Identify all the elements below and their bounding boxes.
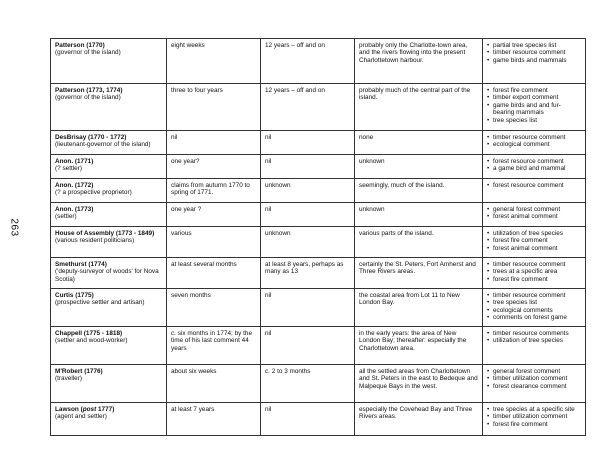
observer-name-part: Lawson (: [55, 406, 83, 413]
comments-cell: [483, 327, 586, 365]
visit-period-cell: at least several months: [167, 258, 261, 289]
visit-period-cell: seven months: [167, 289, 261, 327]
list-item: • forest resource comment: [487, 182, 581, 189]
list-item: • ecological comments: [487, 307, 581, 314]
observer-name: Patterson (1773, 1774): [55, 87, 123, 94]
observer-role: (lieutenant-governor of the island): [55, 141, 151, 149]
comments-cell: [483, 155, 586, 179]
list-item: • general forest comment: [487, 206, 581, 213]
visit-period-cell: at least 7 years: [167, 403, 261, 436]
list-item: • forest resource comment: [487, 158, 581, 165]
list-item: • general forest comment: [487, 368, 581, 375]
area-cell: unknown: [355, 155, 483, 179]
area-cell: various parts of the island.: [355, 227, 483, 258]
observer-cell: [51, 179, 167, 203]
list-item: • timber utilization comment: [487, 413, 581, 420]
table-row: [51, 39, 586, 84]
residence-duration-cell: 12 years – off and on: [261, 39, 355, 84]
area-cell: certainly the St. Peters, Fort Amherst and Three Rivers areas.: [355, 258, 483, 289]
circa-abbrev: c.: [265, 368, 270, 375]
list-item: • tree species list: [487, 117, 581, 124]
observer-cell: [51, 131, 167, 155]
list-item: • ecological comment: [487, 141, 581, 148]
list-item: • forest clearance comment: [487, 383, 581, 390]
observer-cell: [51, 289, 167, 327]
list-item: • timber resource comments: [487, 330, 581, 337]
table-row: [51, 179, 586, 203]
list-item: • utilization of tree species: [487, 337, 581, 344]
list-item: • game birds and and fur-bearing mammals: [487, 102, 581, 117]
table-row: [51, 84, 586, 131]
observer-cell: [51, 403, 167, 436]
observer-name: [55, 406, 114, 413]
comments-cell: [483, 365, 586, 403]
visit-period-cell: one year?: [167, 155, 261, 179]
observer-cell: [51, 365, 167, 403]
observer-name: Curtis (1775): [55, 292, 94, 299]
list-item: • forest fire comment: [487, 87, 581, 94]
visit-period-cell: [167, 327, 261, 365]
table-row: [51, 131, 586, 155]
list-item: • game birds and mammals: [487, 57, 581, 64]
area-cell: all the settled areas from Charlottetown and St. Peters in the east to Bedeque and Malpeque Bays in the west.: [355, 365, 483, 403]
residence-duration-cell: nil: [261, 289, 355, 327]
area-cell: the coastal area from Lot 11 to New London Bay.: [355, 289, 483, 327]
observer-role: (settler): [55, 213, 77, 221]
observer-role: ('deputy-surveyor of woods' for Nova Scotia): [55, 268, 159, 283]
observer-role: (various resident politicians): [55, 237, 135, 245]
area-cell: unknown: [355, 203, 483, 227]
table-row: [51, 403, 586, 436]
list-item: • tree species list: [487, 299, 581, 306]
residence-duration-cell: nil: [261, 155, 355, 179]
comments-cell: [483, 258, 586, 289]
table-row: [51, 203, 586, 227]
table-row: [51, 289, 586, 327]
observer-role: (? settler): [55, 165, 82, 173]
observer-name: DesBrisay (1770 - 1772): [55, 134, 127, 141]
observer-role: (traveller): [55, 375, 82, 383]
observer-name: House of Assembly (1773 - 1849): [55, 230, 155, 237]
circa-abbrev: c.: [171, 330, 176, 337]
list-item: • tree species at a specific site: [487, 406, 581, 413]
list-item: • forest fire comment: [487, 421, 581, 428]
table-row: [51, 327, 586, 365]
visit-period-cell: one year ?: [167, 203, 261, 227]
residence-duration-cell: unknown: [261, 227, 355, 258]
comments-cell: [483, 403, 586, 436]
list-item: • timber utilization comment: [487, 375, 581, 382]
table-row: [51, 227, 586, 258]
observer-cell: [51, 327, 167, 365]
table-row: [51, 258, 586, 289]
comments-cell: [483, 84, 586, 131]
list-item: • forest fire comment: [487, 237, 581, 244]
observer-name: Chappell (1775 - 1818): [55, 330, 123, 337]
residence-duration-cell: at least 8 years, perhaps as many as 13: [261, 258, 355, 289]
observer-role: (governor of the island): [55, 49, 121, 57]
residence-duration-cell: nil: [261, 403, 355, 436]
observer-role: (? a prospective proprietor): [55, 189, 132, 197]
list-item: • comments on forest game: [487, 314, 581, 321]
residence-duration-text: 2 to 3 months: [271, 368, 311, 375]
list-item: • timber resource comment: [487, 49, 581, 56]
observer-cell: [51, 155, 167, 179]
observer-name: Smethurst (1774): [55, 261, 107, 268]
list-item: • utilization of tree species: [487, 230, 581, 237]
residence-duration-cell: nil: [261, 203, 355, 227]
list-item: • forest animal comment: [487, 213, 581, 220]
observer-name-italic: post: [82, 406, 97, 413]
list-item: • timber resource comment: [487, 261, 581, 268]
observer-cell: [51, 84, 167, 131]
residence-duration-cell: [261, 365, 355, 403]
visit-period-cell: eight weeks: [167, 39, 261, 84]
observer-cell: [51, 258, 167, 289]
area-cell: in the early years: the area of New London Bay; thereafter: especially the Charlottetown area.: [355, 327, 483, 365]
observer-role: (settler and wood-worker): [55, 337, 128, 345]
residence-duration-cell: nil: [261, 327, 355, 365]
list-item: • timber resource comment: [487, 134, 581, 141]
list-item: • partial tree species list: [487, 42, 581, 49]
visit-period-text: six months in 1774; by the time of his last comment 44 years: [171, 330, 253, 352]
area-cell: probably only the Charlotte-town area, and the rivers flowing into the present Charlottetown harbour.: [355, 39, 483, 84]
comments-cell: [483, 131, 586, 155]
visit-period-cell: three to four years: [167, 84, 261, 131]
visit-period-cell: various: [167, 227, 261, 258]
observer-name: Anon. (1773): [55, 206, 94, 213]
visit-period-cell: about six weeks: [167, 365, 261, 403]
records-table: [50, 38, 586, 436]
area-cell: probably much of the central part of the island.: [355, 84, 483, 131]
table-row: [51, 155, 586, 179]
list-item: • a game bird and mammal: [487, 165, 581, 172]
observer-name: Patterson (1770): [55, 42, 105, 49]
area-cell: seemingly, much of the island.: [355, 179, 483, 203]
observer-name-part: 1777): [96, 406, 115, 413]
list-item: • trees at a specific area: [487, 268, 581, 275]
comments-cell: [483, 227, 586, 258]
visit-period-cell: claims from autumn 1770 to spring of 1771.: [167, 179, 261, 203]
observer-role: (governor of the island): [55, 94, 121, 102]
observer-name: Anon. (1772): [55, 182, 94, 189]
comments-cell: [483, 179, 586, 203]
observer-cell: [51, 227, 167, 258]
list-item: • timber export comment: [487, 94, 581, 101]
table-row: [51, 365, 586, 403]
residence-duration-cell: 12 years – off and on: [261, 84, 355, 131]
observer-role: (agent and settler): [55, 413, 107, 421]
observer-cell: [51, 39, 167, 84]
list-item: • forest fire comment: [487, 276, 581, 283]
comments-cell: [483, 203, 586, 227]
comments-cell: [483, 289, 586, 327]
visit-period-cell: nil: [167, 131, 261, 155]
observer-name: M'Robert (1776): [55, 368, 103, 375]
observer-role: (prospective settler and artisan): [55, 299, 145, 307]
area-cell: especially the Covehead Bay and Three Rivers areas.: [355, 403, 483, 436]
page-number: 263: [8, 218, 20, 237]
comments-cell: [483, 39, 586, 84]
list-item: • forest animal comment: [487, 245, 581, 252]
area-cell: none: [355, 131, 483, 155]
residence-duration-cell: unknown: [261, 179, 355, 203]
observer-cell: [51, 203, 167, 227]
list-item: • timber resource comment: [487, 292, 581, 299]
observer-name: Anon. (1771): [55, 158, 94, 165]
residence-duration-cell: nil: [261, 131, 355, 155]
